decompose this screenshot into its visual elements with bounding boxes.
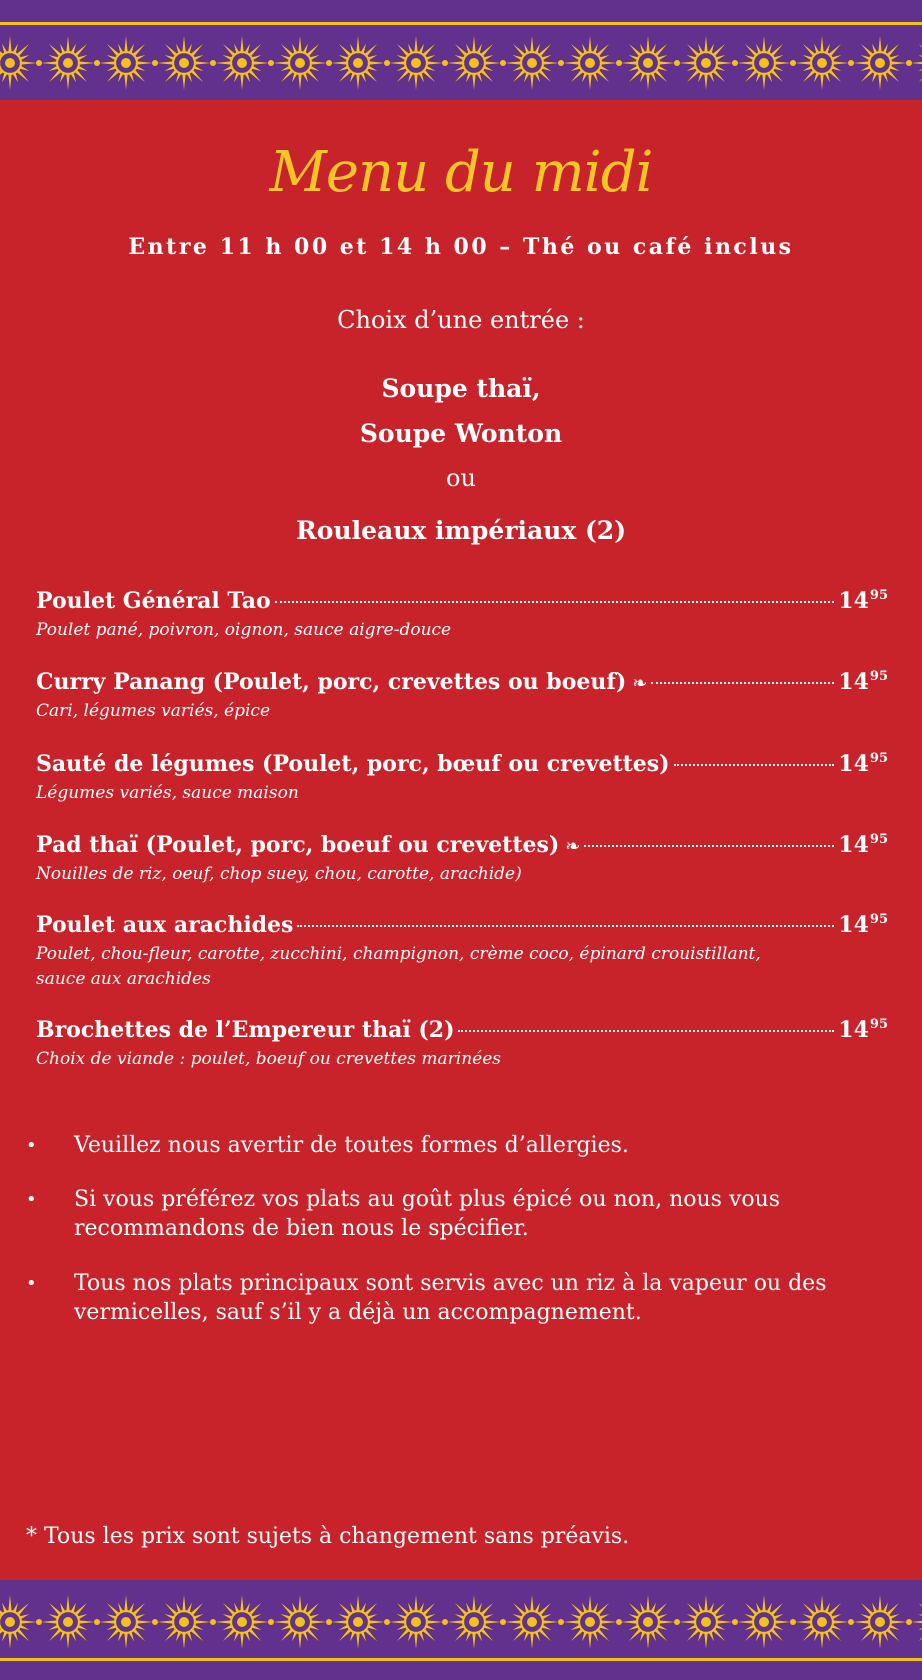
dish-description: Choix de viande : poulet, boeuf ou crevettes marinées [36, 1049, 502, 1069]
note-text: Veuillez nous avertir de toutes formes d’allergies. [74, 1133, 629, 1158]
sunburst-ornament [447, 36, 501, 90]
dot-leader [297, 925, 834, 927]
sunburst-ornament [331, 1595, 385, 1649]
dish-name: Pad thaï (Poulet, porc, boeuf ou crevettes) [36, 832, 560, 858]
chili-pepper-icon: ❧ [632, 673, 648, 694]
note-text: Tous nos plats principaux sont servis avec un riz à la vapeur ou des vermicelles, sauf s’il y a déjà un accompagnement. [74, 1271, 827, 1325]
sunburst-ornament [157, 36, 211, 90]
band-stripe [0, 1658, 922, 1661]
sunburst-pattern [0, 1580, 922, 1680]
sunburst-ornament [389, 1595, 443, 1649]
dish-name: Brochettes de l’Empereur thaï (2) [36, 1017, 455, 1043]
dot-leader [674, 764, 835, 766]
or-label: ou [446, 464, 476, 492]
sunburst-ornament [273, 36, 327, 90]
dot-leader [275, 601, 835, 603]
sunburst-ornament [505, 1595, 559, 1649]
starter-item: Soupe thaï, [381, 374, 541, 403]
dish-price: $14^{95}$ [838, 1017, 888, 1043]
dish-description: sauce aux arachides [36, 969, 211, 989]
dish-name: Poulet Général Tao [36, 588, 271, 614]
sunburst-ornament [737, 1595, 791, 1649]
sunburst-ornament [621, 36, 675, 90]
bullet: • [26, 1273, 37, 1294]
sunburst-ornament [331, 36, 385, 90]
sunburst-ornament [853, 36, 907, 90]
dot-leader [458, 1030, 834, 1032]
sunburst-ornament [0, 36, 37, 90]
sunburst-ornament [795, 36, 849, 90]
dish-price: $14^{95}$ [838, 832, 888, 858]
dish-price: $14^{95}$ [838, 669, 888, 695]
sunburst-ornament [563, 36, 617, 90]
dish-description: Nouilles de riz, oeuf, chop suey, chou, carotte, arachide) [36, 864, 522, 884]
sunburst-ornament [911, 1595, 922, 1649]
dish-item [36, 832, 888, 887]
sunburst-ornament [505, 36, 559, 90]
sunburst-ornament [679, 36, 733, 90]
starter-item: Soupe Wonton [359, 419, 563, 448]
sunburst-ornament [41, 1595, 95, 1649]
dish-name: Poulet aux arachides [36, 912, 294, 938]
sunburst-ornament [41, 36, 95, 90]
sunburst-ornament [621, 1595, 675, 1649]
sunburst-ornament [215, 36, 269, 90]
note-text: Si vous préférez vos plats au goût plus épicé ou non, nous vous recommandons de bien nous le spécifier. [74, 1187, 781, 1241]
dish-description: Poulet, chou-fleur, carotte, zucchini, champignon, crème coco, épinard crouistillant, [36, 944, 761, 964]
dish-description: Cari, légumes variés, épice [36, 701, 271, 721]
dish-item [36, 912, 888, 992]
dish-item [36, 669, 888, 724]
dish-description: Légumes variés, sauce maison [36, 783, 299, 803]
sunburst-ornament [911, 36, 922, 90]
starter-choice-label: Choix d’une entrée : [337, 306, 585, 334]
dish-name: Sauté de légumes (Poulet, porc, bœuf ou crevettes) [36, 751, 670, 777]
chili-pepper-icon: ❧ [565, 836, 581, 857]
sunburst-ornament [273, 1595, 327, 1649]
bullet: • [26, 1135, 37, 1156]
top-decorative-band [0, 0, 922, 100]
sunburst-ornament [853, 1595, 907, 1649]
dish-item [36, 588, 888, 643]
sunburst-ornament [563, 1595, 617, 1649]
sunburst-ornament [389, 36, 443, 90]
sunburst-ornament [99, 36, 153, 90]
bullet: • [26, 1189, 37, 1210]
menu-hours-subtitle: Entre 11 h 00 et 14 h 00 – Thé ou café inclus [128, 234, 794, 260]
dot-leader [584, 845, 834, 847]
dish-item [36, 1017, 888, 1072]
sunburst-ornament [447, 1595, 501, 1649]
dish-description: Poulet pané, poivron, oignon, sauce aigre-douce [36, 620, 452, 640]
bottom-decorative-band [0, 1580, 922, 1680]
sunburst-pattern [0, 0, 922, 100]
sunburst-ornament [99, 1595, 153, 1649]
sunburst-ornament [679, 1595, 733, 1649]
dish-price: $14^{95}$ [838, 912, 888, 938]
dish-name: Curry Panang (Poulet, porc, crevettes ou boeuf) [36, 669, 627, 695]
dish-price: $14^{95}$ [838, 751, 888, 777]
price-disclaimer: * Tous les prix sont sujets à changement sans préavis. [26, 1524, 630, 1549]
sunburst-ornament [795, 1595, 849, 1649]
dot-leader [651, 682, 834, 684]
dish-item [36, 751, 888, 806]
starter-item: Rouleaux impériaux (2) [295, 516, 627, 545]
sunburst-ornament [157, 1595, 211, 1649]
sunburst-ornament [215, 1595, 269, 1649]
sunburst-ornament [0, 1595, 37, 1649]
menu-title: Menu du midi [269, 140, 653, 205]
sunburst-ornament [737, 36, 791, 90]
dish-price: $14^{95}$ [838, 588, 888, 614]
